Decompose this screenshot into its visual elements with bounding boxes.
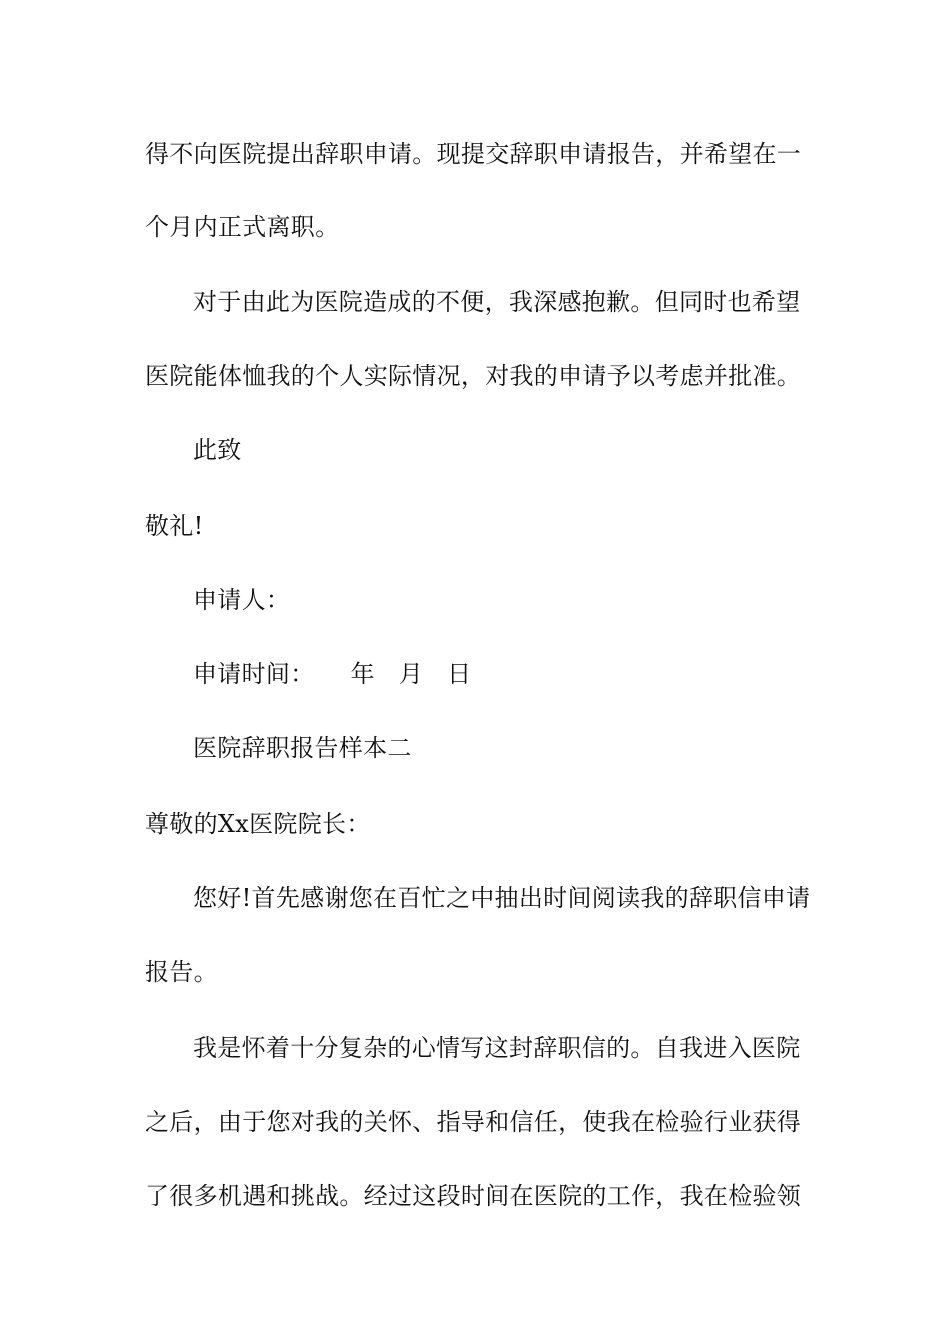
date-day-label: 日 bbox=[447, 660, 472, 688]
body-text-line: 得不向医院提出辞职申请。现提交辞职申请报告，并希望在一 bbox=[145, 140, 802, 168]
application-date-line bbox=[193, 658, 471, 690]
section-title: 医院辞职报告样本二 bbox=[193, 734, 412, 762]
body-text-line: 了很多机遇和挑战。经过这段时间在医院的工作，我在检验领 bbox=[145, 1182, 802, 1210]
paragraph-first-line: 您好!首先感谢您在百忙之中抽出时间阅读我的辞职信申请 bbox=[193, 884, 811, 912]
closing-regards: 敬礼! bbox=[145, 512, 204, 540]
date-year-label: 年 bbox=[350, 660, 375, 688]
body-text-line: 医院能体恤我的个人实际情况，对我的申请予以考虑并批准。 bbox=[145, 362, 802, 390]
paragraph-first-line: 我是怀着十分复杂的心情写这封辞职信的。自我进入医院 bbox=[193, 1034, 801, 1062]
application-date-label: 申请时间： bbox=[193, 660, 315, 688]
body-text-line: 之后，由于您对我的关怀、指导和信任，使我在检验行业获得 bbox=[145, 1108, 802, 1136]
letter-salutation: 尊敬的Xx医院院长： bbox=[145, 810, 371, 838]
body-text-line: 报告。 bbox=[145, 958, 218, 986]
paragraph-first-line: 对于由此为医院造成的不便，我深感抱歉。但同时也希望 bbox=[193, 288, 801, 316]
body-text-line: 个月内正式离职。 bbox=[145, 213, 340, 241]
date-month-label: 月 bbox=[398, 660, 424, 688]
applicant-label: 申请人： bbox=[193, 586, 291, 614]
closing-salutation: 此致 bbox=[193, 436, 242, 464]
